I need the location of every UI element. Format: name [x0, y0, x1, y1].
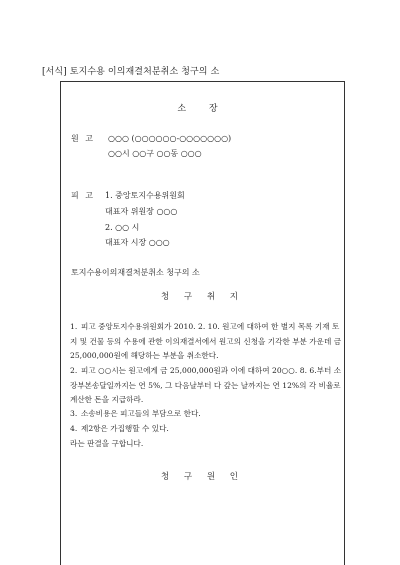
plaintiff-name: ○○○ (○○○○○○-○○○○○○○)	[108, 134, 232, 143]
defendant-1-representative: 대표자 위원장 ○○○	[105, 207, 178, 216]
defendant-2-representative: 대표자 시장 ○○○	[105, 238, 170, 247]
form-caption: [서식] 토지수용 이의재결처분취소 청구의 소	[42, 67, 220, 77]
document-frame	[60, 81, 345, 565]
defendant-1: 1. 중앙토지수용위원회	[105, 191, 185, 200]
claim-item-4	[70, 422, 342, 437]
defendant-label: 피 고	[71, 191, 95, 200]
claim-item-3	[70, 407, 342, 422]
section-cause-heading: 청 구 원 인	[161, 472, 244, 482]
claim-text: 제2항은 가집행할 수 있다.	[81, 424, 169, 433]
claim-number: 1.	[70, 322, 78, 331]
section-claim-heading: 청 구 취 지	[161, 292, 244, 302]
plaintiff-address: ○○시 ○○구 ○○동 ○○○	[108, 149, 202, 158]
claim-item-2	[70, 364, 342, 408]
claim-number: 4.	[70, 424, 78, 433]
case-title: 토지수용이의재결처분취소 청구의 소	[71, 268, 200, 277]
claim-text: 피고 중앙토지수용위원회가 2010. 2. 10. 원고에 대하여 한 별지 목록 기재 토지 및 건물 등의 수용에 관한 이의재결서에서 원고의 신청을 기각한 부분 가운데 금 25,000,000원에 해당하는 부분을 취소한다.	[70, 322, 342, 361]
document-title: 소 장	[177, 104, 228, 114]
claim-text: 소송비용은 피고들의 부담으로 한다.	[81, 409, 201, 418]
plaintiff-label: 원 고	[71, 134, 95, 143]
claim-number: 2.	[70, 366, 78, 375]
claim-number: 3.	[70, 409, 78, 418]
claim-item-1	[70, 320, 342, 364]
defendant-2: 2. ○○ 시	[105, 223, 140, 232]
closing-text: 라는 판결을 구합니다.	[70, 439, 144, 448]
claim-text: 피고 ○○시는 원고에게 금 25,000,000원과 이에 대하여 20○○. 8. 6.부터 소장부본송달일까지는 연 5%, 그 다음날부터 다 갚는 날까지는 연 12%의 각 비율로 계산한 돈을 지급하라.	[70, 366, 342, 405]
